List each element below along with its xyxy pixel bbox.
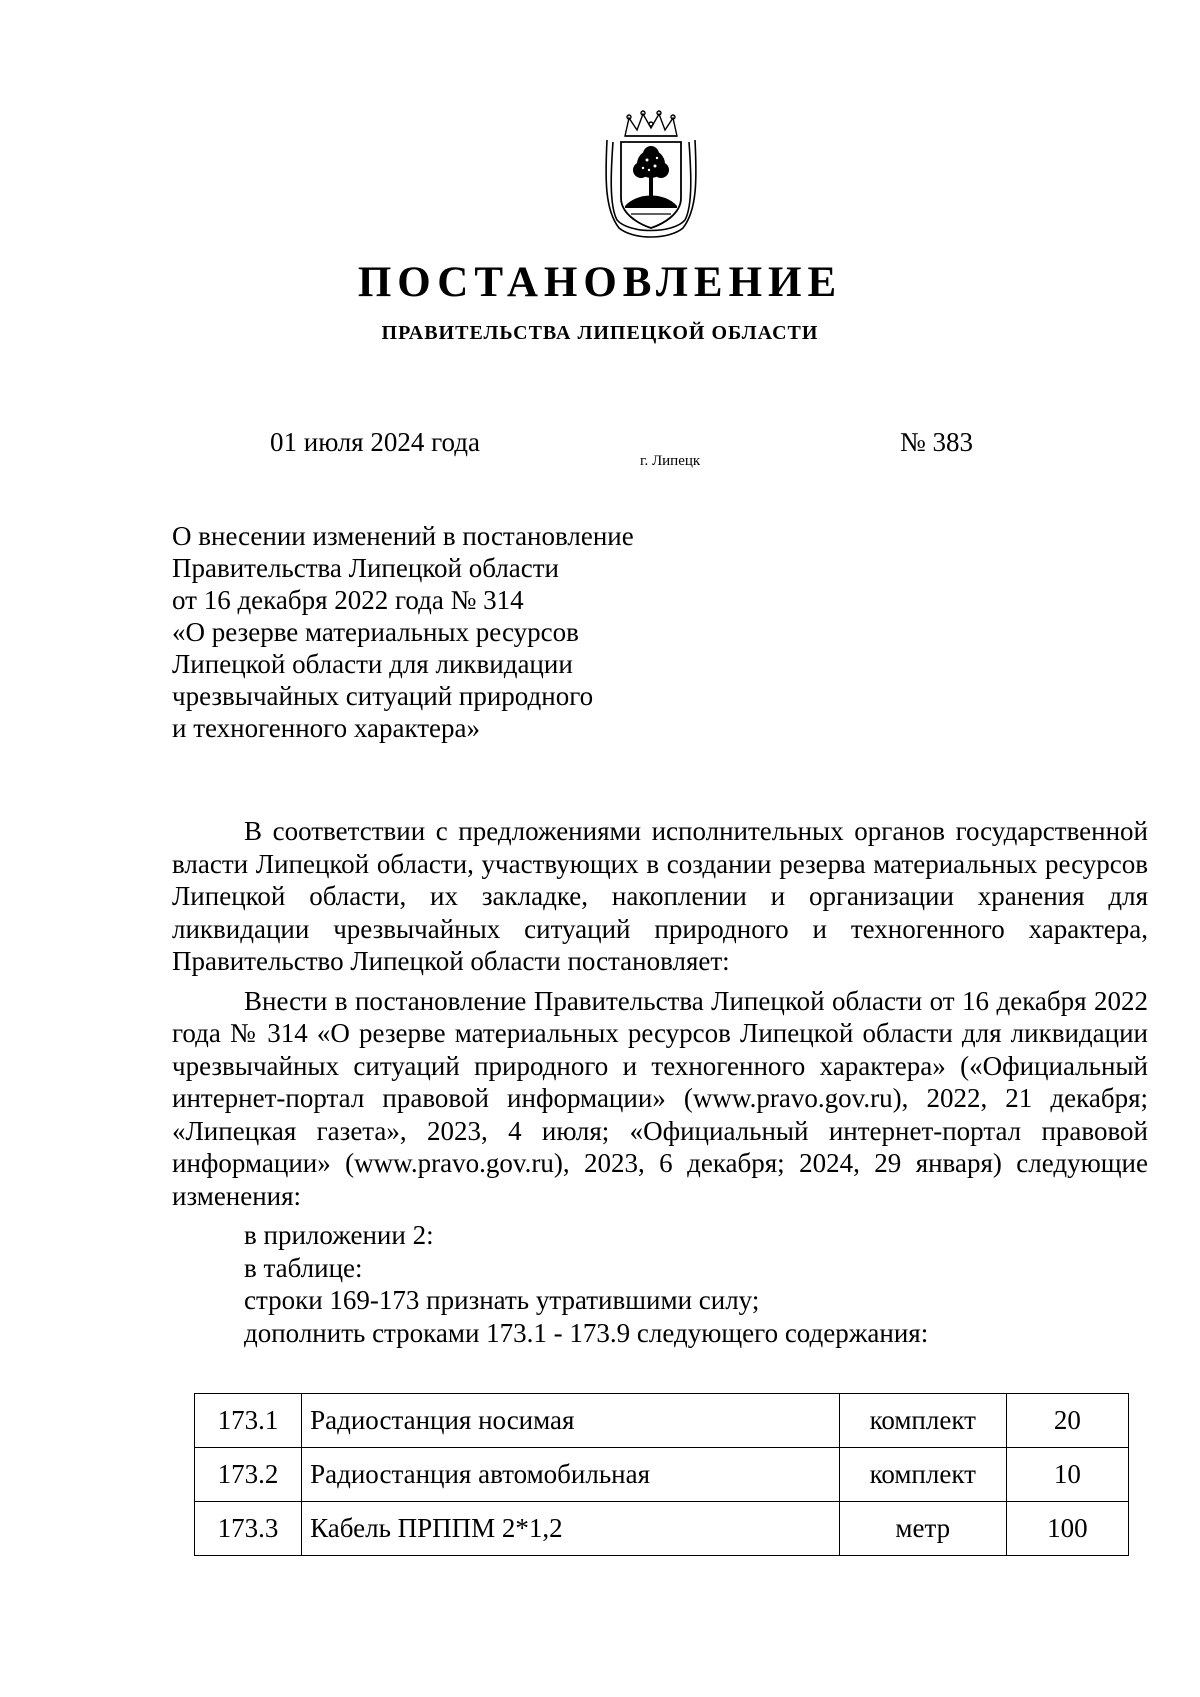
- row-unit-cell: комплект: [839, 1448, 1006, 1502]
- row-name-cell: Кабель ПРППМ 2*1,2: [302, 1502, 840, 1556]
- row-number-cell: 173.1: [195, 1394, 302, 1448]
- row-name-cell: Радиостанция носимая: [302, 1394, 840, 1448]
- row-quantity-cell: 100: [1006, 1502, 1128, 1556]
- subject-line: Правительства Липецкой области: [172, 553, 560, 583]
- row-number-cell: 173.3: [195, 1502, 302, 1556]
- document-number: № 383: [900, 427, 974, 457]
- subject-line: Липецкой области для ликвидации: [172, 649, 573, 679]
- body-line: в приложении 2:: [244, 1220, 434, 1250]
- subject-line: чрезвычайных ситуаций природного: [172, 681, 594, 711]
- lipetsk-coat-of-arms-icon: [603, 110, 699, 240]
- row-quantity-cell: 20: [1006, 1394, 1128, 1448]
- row-number-cell: 173.2: [195, 1448, 302, 1502]
- body-paragraph: В соответствии с предложениями исполнительных органов государственной власти Липецкой области, участвующих в создании резерва материальных ресурсов Липецкой области, их закладке, накоплении и организации хранения для ликвидации чрезвычайных ситуаций природного и техногенного характера, Правительство Липецкой области постановляет:: [172, 816, 1148, 976]
- document-subtitle: ПРАВИТЕЛЬСТВА ЛИПЕЦКОЙ ОБЛАСТИ: [381, 322, 819, 344]
- document-body: [172, 815, 1148, 1349]
- subject-line: от 16 декабря 2022 года № 314: [172, 585, 524, 615]
- row-name-cell: Радиостанция автомобильная: [302, 1448, 840, 1502]
- subject-line: О внесении изменений в постановление: [172, 521, 634, 551]
- subject-line: и техногенного характера»: [172, 713, 480, 743]
- document-title: ПОСТАНОВЛЕНИЕ: [357, 259, 843, 306]
- table-row: [195, 1502, 1129, 1556]
- document-date: 01 июля 2024 года: [270, 427, 480, 457]
- row-unit-cell: комплект: [839, 1394, 1006, 1448]
- row-unit-cell: метр: [839, 1502, 1006, 1556]
- document-subject: [172, 520, 692, 744]
- body-paragraph: Внести в постановление Правительства Липецкой области от 16 декабря 2022 года № 314 «О резерве материальных ресурсов Липецкой области для ликвидации чрезвычайных ситуаций природного и техногенного характера» («Официальный интернет-портал правовой информации» (www.pravo.gov.ru), 2022, 21 декабря; «Липецкая газета», 2023, 4 июля; «Официальный интернет-портал правовой информации» (www.pravo.gov.ru), 2023, 6 декабря; 2024, 29 января) следующие изменения:: [172, 985, 1148, 1211]
- document-city: г. Липецк: [640, 453, 701, 469]
- body-line: строки 169-173 признать утратившими силу;: [244, 1285, 760, 1315]
- body-line: дополнить строками 173.1 - 173.9 следующего содержания:: [244, 1317, 929, 1348]
- row-quantity-cell: 10: [1006, 1448, 1128, 1502]
- subject-line: «О резерве материальных ресурсов: [172, 617, 579, 647]
- table-row: [195, 1394, 1129, 1448]
- body-line: в таблице:: [244, 1252, 363, 1283]
- changes-table: [194, 1393, 1129, 1556]
- table-row: [195, 1448, 1129, 1502]
